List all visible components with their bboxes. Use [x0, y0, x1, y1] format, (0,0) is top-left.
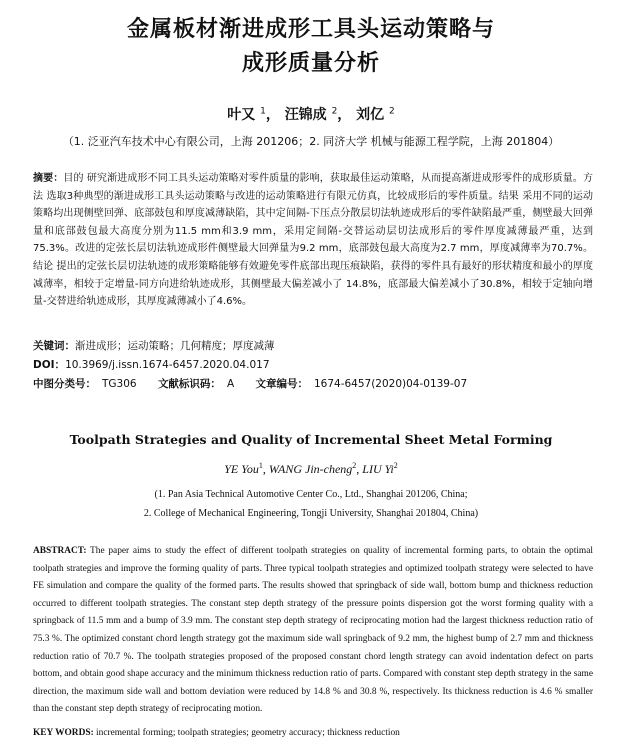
- article-no-value: 1674-6457(2020)04-0139-07: [313, 378, 468, 390]
- abstract-cn-text: 目的 研究渐进成形不同工具头运动策略对零件质量的影响，获取最佳运动策略，从而提高渐进成形零件的成形质量。方法 选取3种典型的渐进成形工具头运动策略与改进的运动策略进行有限元仿真，比较成形后的零件质量。结果 采用不同的运动策略均出现侧壁回弹、底部鼓包和厚度减薄缺陷，其中定间隔-下压点分散层切法轨迹成形后的零件缺陷最严重，侧壁最大回弹量和底部鼓包最大高度分别为11.5 mm和3.9 mm，采用定间隔-交替运动层切法成形后的零件厚度减薄最严重，达到 75.3%。改进的定弦长层切法轨迹成形件侧壁最大回弹量为9.2 mm，底部鼓包最大高度为2.7 mm，厚度减薄率为70.7%。结论 提出的定弦长层切法轨迹的成形策略能够有效避免零件底部出现压痕缺陷，获得的零件具有最好的形状精度和最小的厚度减薄率，相较于定增量-同方向进给轨迹成形，其侧壁最大偏差减小了 14.8%，底部最大偏差减小了30.8%，相较于定轴向增量-交替进给轨迹成形，其厚度减薄减小了4.6%。: [33, 173, 593, 308]
- doi-label: DOI：: [33, 359, 66, 371]
- affiliation-en-2: 2. College of Mechanical Engineering, Tongji University, Shanghai 201804, China): [143, 508, 479, 519]
- clc-value: TG306: [102, 378, 137, 390]
- keywords-en-label: KEY WORDS:: [33, 728, 94, 738]
- author-cn-name: 汪锦成: [284, 107, 327, 123]
- clc-label: 中图分类号：: [33, 378, 96, 390]
- doi-value: 10.3969/j.issn.1674-6457.2020.04.017: [65, 359, 270, 371]
- affiliations-cn: （1. 泛亚汽车技术中心有限公司，上海 201206；2. 同济大学 机械与能源工程学院，上海 201804）: [62, 135, 560, 148]
- article-no-label: 文章编号：: [255, 378, 308, 390]
- doi-line: [33, 357, 593, 372]
- doc-code-value: A: [226, 378, 235, 390]
- abstract-en: [33, 543, 593, 719]
- title-en: Toolpath Strategies and Quality of Incremental Sheet Metal Forming: [69, 432, 553, 447]
- author-cn-name: 叶又: [227, 107, 256, 123]
- authors-en: YE You$^1$, WANG Jin-cheng$^2$, LIU Yi$^2$: [224, 461, 398, 476]
- author-en-sup: 1: [258, 461, 263, 470]
- keywords-cn-text: 渐进成形；运动策略；几何精度；厚度减薄: [75, 340, 275, 352]
- title-cn-line2: 成形质量分析: [241, 51, 380, 76]
- keywords-en: [33, 728, 593, 738]
- author-en-sup: 2: [393, 461, 398, 470]
- title-cn-line1: 金属板材渐进成形工具头运动策略与: [126, 17, 495, 42]
- classification-line: [33, 376, 593, 391]
- author-en-name: YE You: [224, 462, 259, 476]
- author-cn-sup: 1: [260, 106, 266, 117]
- author-en-sup: 2: [352, 461, 357, 470]
- keywords-en-text: incremental forming; toolpath strategies; geometry accuracy; thickness reduction: [96, 728, 400, 738]
- author-cn-name: 刘亿: [356, 107, 385, 123]
- author-en-name: WANG Jin-cheng: [268, 462, 353, 476]
- keywords-cn-label: 关键词：: [33, 340, 75, 352]
- author-cn-sup: 2: [331, 106, 338, 117]
- doc-code-label: 文献标识码：: [157, 378, 221, 390]
- authors-cn: 叶又 $^1$， 汪锦成 $^2$， 刘亿 $^2$: [227, 106, 395, 123]
- author-cn-sup: 2: [389, 106, 395, 117]
- abstract-en-label: ABSTRACT:: [33, 546, 87, 556]
- affiliation-en-1: (1. Pan Asia Technical Automotive Center Co., Ltd., Shanghai 201206, China;: [154, 489, 468, 500]
- author-en-name: LIU Yi: [362, 462, 394, 476]
- abstract-en-text: The paper aims to study the effect of different toolpath strategies on quality of incremental forming parts, to obtain the optimal toolpath strategies and improve the forming quality of parts. Three typical toolpath strategies and optimized toolpath strategy were selected to have FE simulation and compare the quality of the formed parts. The results showed that springback of side wall, bottom bump and thickness reduction occurred to different toolpath strategies. The constant step depth strategy of the pressure points dispersion got the worst forming quality with a springback of 11.5 mm and a bump of 3.9 mm. The constant step depth strategy of reciprocating motion had the largest thickness reduction ratio of 75.3 %. The optimized constant chord length strategy got the maximum side wall springback of 9.2 mm, the highest bump of 2.7 mm and thickness reduction ratio of 70.7 %. The toolpath strategies proposed of the proposed constant chord length strategy can avoid indentation defect on parts bottom, and obtain good shape accuracy and the minimum thickness reduction ratio of parts. Compared with constant step depth strategy in the same direction, the maximum side wall and bottom deviation were reduced by 14.8 % and 30.8 %, respectively. Its thickness reduction is 4.6 % smaller than the constant step depth strategy of reciprocating motion.: [33, 546, 593, 715]
- abstract-cn: [33, 170, 593, 311]
- abstract-cn-label: 摘要：: [33, 173, 64, 184]
- keywords-cn: [33, 338, 593, 353]
